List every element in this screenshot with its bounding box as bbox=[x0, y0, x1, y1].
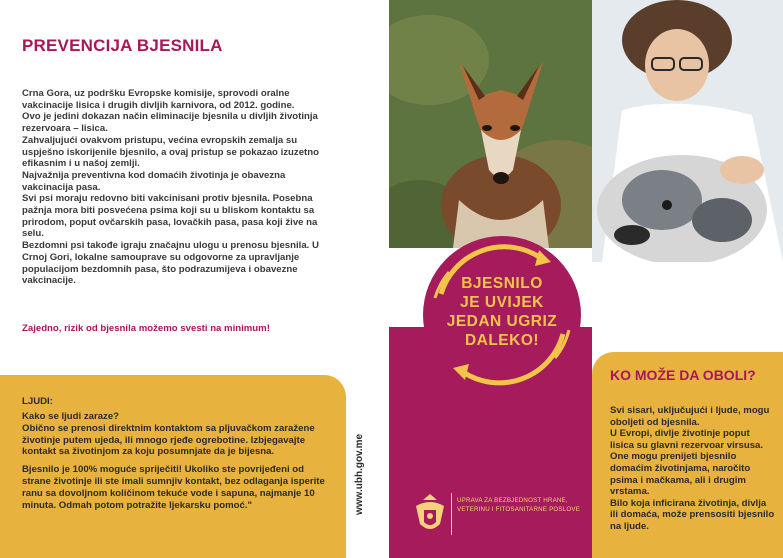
who-heading: KO MOŽE DA OBOLI? bbox=[610, 367, 756, 383]
paragraph: Bjesnilo je 100% moguće spriječiti! Ukoliko ste povrijeđeni od strane životinje ili ste imali sumnjiv kontakt, bez odlaganja isperite ranu sa dovoljnom količinom tekuće vode i sapuna, najmanje 10 minuta. Odmah potom potražite ljekarsku pomoć." bbox=[22, 464, 325, 511]
paragraph: U Evropi, divlje životinje poput lisica su glavni rezervoar virsusa. bbox=[610, 428, 764, 451]
slogan-line: JEDAN UGRIZ bbox=[446, 313, 558, 330]
paragraph: Zahvaljujući ovakvom pristupu, većina evropskih zemalja su uspješno iskorijenile bjesnilo, a ovaj pristup se pokazao izuzetno efikasnim i u našoj zemlji. bbox=[22, 134, 319, 170]
who-can-get-sick-box bbox=[592, 352, 783, 558]
people-text bbox=[22, 411, 327, 517]
vet-photo bbox=[592, 0, 783, 262]
rabies-slogan-badge bbox=[421, 234, 583, 396]
logo-divider bbox=[451, 493, 452, 535]
paragraph: Ovo je jedini dokazan način eliminacije bjesnila u divljih životinja rezervoara – lisica. bbox=[22, 111, 318, 135]
slogan-line: BJESNILO bbox=[461, 275, 543, 292]
coat-of-arms-icon bbox=[412, 494, 448, 536]
org-line: UPRAVA ZA BEZBJEDNOST HRANE, bbox=[457, 497, 568, 504]
slogan: Zajedno, rizik od bjesnila možemo svesti na minimum! bbox=[22, 323, 270, 334]
paragraph: Bilo koja inficirana životinja, divlja ili domaća, može prensositi bjesnilo na ljude. bbox=[610, 497, 775, 532]
slogan-line: DALEKO! bbox=[464, 332, 540, 349]
slogan-text bbox=[421, 274, 583, 350]
who-text bbox=[610, 405, 775, 533]
website-url[interactable]: www.ubh.gov.me bbox=[354, 433, 365, 515]
paragraph: Svi sisari, uključujući i ljude, mogu oboljeti od bjesnila. bbox=[610, 405, 770, 428]
fox-illustration bbox=[389, 0, 592, 248]
page-title: PREVENCIJA BJESNILA bbox=[22, 36, 223, 55]
paragraph: Svi psi moraju redovno biti vakcinisani protiv bjesnila. Posebna pažnja mora biti posvećena psima koji su u bliskom kontaktu sa prirodom, poput ovčarskih pasa, lovačkih pasa, pasa koji žive na selu. bbox=[22, 193, 318, 240]
fox-photo bbox=[389, 0, 592, 248]
people-info-box bbox=[0, 375, 346, 558]
paragraph: One mogu prenijeti bjesnilo domaćim životinjama, naročito psima i mačkama, ali i drugim vrstama. bbox=[610, 451, 751, 498]
paragraph: Bezdomni psi takođe igraju značajnu ulogu u prenosu bjesnila. U Crnoj Gori, lokalne samouprave su odgovorne za upravljanje populacijom bezdomnih pasa, što podrazumijeva i obavezne vakcinacije. bbox=[22, 240, 319, 287]
vet-illustration bbox=[592, 0, 783, 262]
people-heading: LJUDI: bbox=[22, 396, 53, 407]
organization-name bbox=[457, 496, 597, 514]
prevention-text bbox=[22, 88, 322, 287]
paragraph: Kako se ljudi zaraze? Obično se prenosi direktnim kontaktom sa pljuvačkom zaražene životinje putem ujeda, ili mnogo rjeđe ogrebotine. Izbjegavajte kontakt sa životinjom za koju posumnjate da je bijesna. bbox=[22, 411, 315, 458]
slogan-line: JE UVIJEK bbox=[460, 294, 544, 311]
paragraph: Najvažnija preventivna kod domaćih životinja je obavezna vakcinacija pasa. bbox=[22, 169, 286, 193]
org-line: VETERINU I FITOSANITARNE POSLOVE bbox=[457, 506, 581, 513]
organization-logo bbox=[410, 490, 590, 540]
paragraph: Crna Gora, uz podršku Evropske komisije, sprovodi oralne vakcinacije lisica i drugih divljih karnivora, od 2012. godine. bbox=[22, 88, 295, 111]
